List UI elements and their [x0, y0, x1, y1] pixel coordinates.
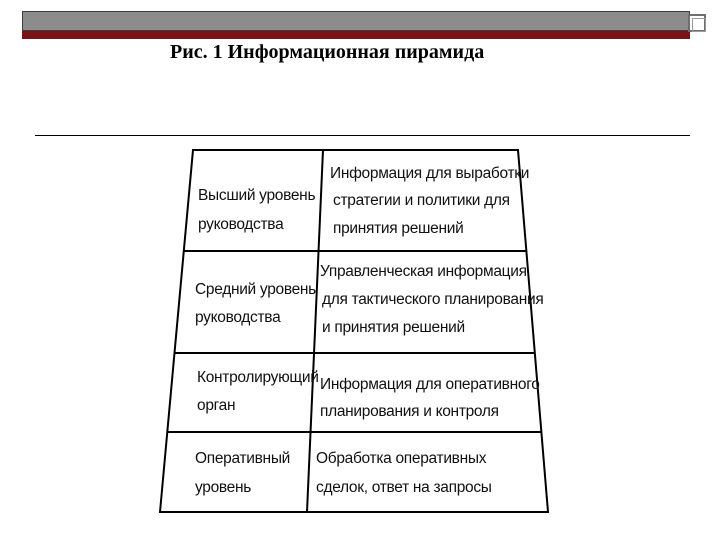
- info-label-line: планирования и контроля: [320, 403, 499, 420]
- level-label-line: руководства: [198, 216, 284, 233]
- info-label-line: сделок, ответ на запросы: [316, 479, 492, 496]
- info-label-line: Информация для выработки: [330, 165, 530, 182]
- level-label-line: Средний уровень: [195, 281, 316, 298]
- info-label-line: для тактического планирования: [322, 291, 544, 308]
- info-label-line: Управленческая информация: [320, 263, 527, 280]
- level-label-line: руководства: [195, 309, 281, 326]
- level-label-line: уровень: [195, 479, 252, 496]
- info-label-line: Обработка оперативных: [316, 450, 487, 467]
- info-label-line: Информация для оперативного: [320, 376, 540, 393]
- info-label-line: и принятия решений: [322, 319, 465, 336]
- level-label-line: Оперативный: [195, 450, 291, 467]
- level-label-line: орган: [197, 397, 236, 414]
- info-label-line: стратегии и политики для: [333, 192, 510, 209]
- info-label-line: принятия решений: [333, 220, 464, 237]
- level-label-line: Контролирующий: [197, 369, 319, 386]
- slide-title: Рис. 1 Информационная пирамида: [170, 41, 485, 63]
- level-label-line: Высший уровень: [198, 187, 316, 204]
